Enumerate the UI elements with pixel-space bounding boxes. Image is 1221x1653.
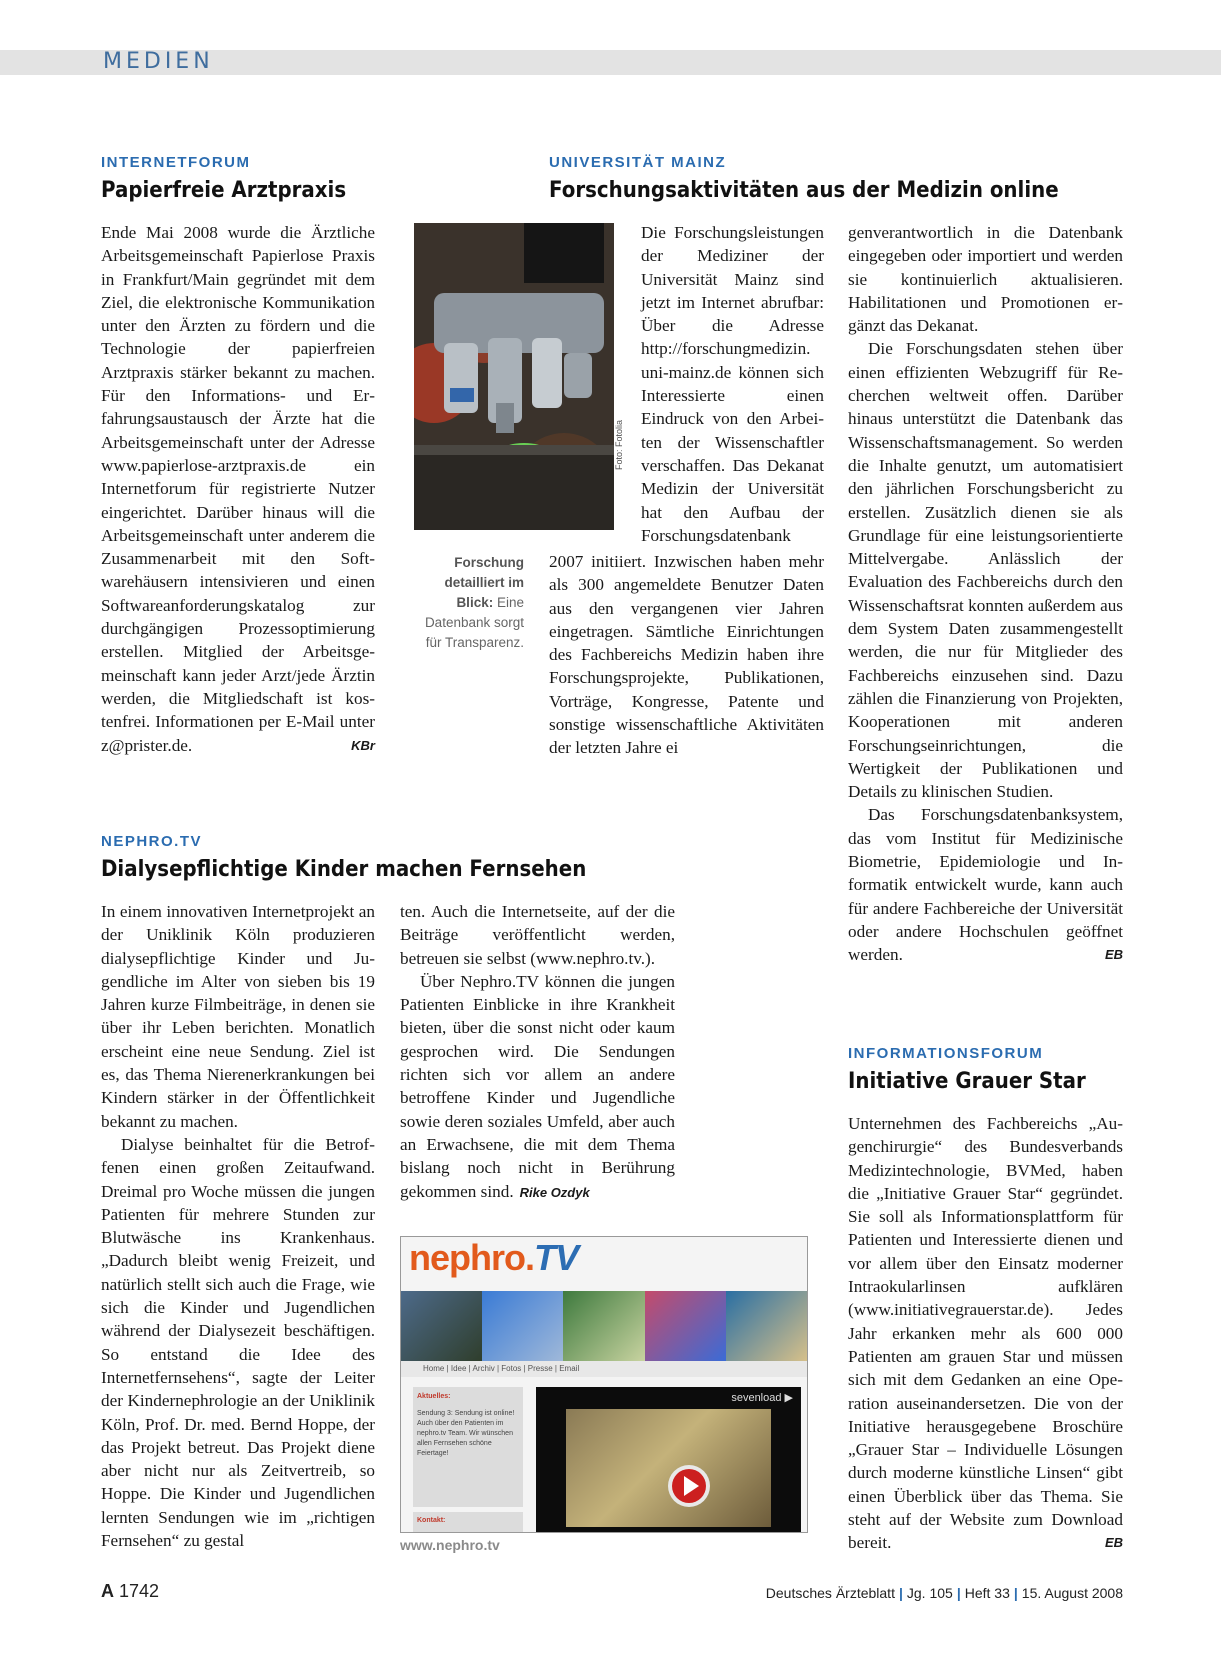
article3-col2 — [400, 900, 675, 1204]
article2-text-b: 2007 initiiert. Inzwischen haben mehr als 300 angemeldete Benutzer Daten aus den vergangenen vier Jahren eingetragen. Sämtliche Einrichtungen des Fachbereichs Medizin haben ihre Forschungsprojekte, Publikationen, Vorträge, Kongresse, Patente und sonstige wissenschaftliche Aktivitäten der letzten Jahre ei — [549, 552, 824, 758]
journal-footer: Deutsches Ärzteblatt | Jg. 105 | Heft 33 | 15. August 2008 — [765, 1585, 1123, 1601]
journal-issue: Heft 33 — [964, 1585, 1010, 1601]
video-frame — [566, 1409, 771, 1527]
sidebar-title: Aktuelles: — [417, 1393, 451, 1400]
journal-name: Deutsches Ärzteblatt — [765, 1585, 895, 1601]
sidebar-text: Sendung 3: Sendung ist online! Auch über den Patienten im nephro.tv Team. Wir wünschen allen Fernsehen schöne Feiertage! — [417, 1410, 515, 1457]
article3-text-c: ten. Auch die Internetseite, auf der die Beiträge veröffentlicht werden, betreuen sie selbst (www.nephro.tv.). — [400, 902, 675, 968]
video-player — [536, 1387, 801, 1532]
article3-text-b: Dialyse beinhaltet für die Betroffenen einen großen Zeitaufwand. Dreimal pro Woche müssen die jungen Patienten für mehrere Stunden zur Blutwäsche ins Krankenhaus. „Dadurch bleibt wenig Freizeit, und natürlich stellt sich auch die Frage, wie sich die Kinder und Jugendlichen während der Dialysezeit beschäftigen. So entstand die Idee des Internetfernsehens“, sagte der Leiter der Kindernephrologie an der Uniklinik Köln, Prof. Dr. med. Bernd Hoppe, der das Projekt betreut. Das Projekt diene aber nicht nur als Zeitvertreib, so Hoppe. Die Kinder und Jugendlichen lernten Sendungen wie im „richtigen Fernsehen“ zu gestal — [101, 1134, 375, 1551]
article2-text-d: Die Forschungsdaten stehen über einen effizienten Webzugriff für Recherchen weltweit offen. Darüber hinaus unterstützt die Datenbank das Wissenschaftsmanagement. So werden die Inhalte genutzt, um automatisiert den jährlichen Forschungsbericht zu erstellen. Zusätzlich dienen sie als Grundlage für eine leistungsorientierte Mittelvergabe. Anlässlich der Evaluation des Fachbereichs durch den Wissenschaftsrat konnten außerdem aus dem System Daten zusammengestellt werden, die nur für Mitglieder des Fachbereichs einzusehen sind. Dazu zählen die Finanzierung von Projekten, Kooperationen mit anderen Forschungseinrichtungen, die Wertigkeit der Publikationen und Details zu klinischen Studien. — [848, 339, 1123, 802]
site-nav: Home | Idee | Archiv | Fotos | Presse | Email — [401, 1361, 808, 1377]
article2-title: Forschungsaktivitäten aus der Medizin online — [549, 178, 1059, 203]
photo-credit: Foto: Fotolia — [614, 419, 624, 470]
article2-kicker: UNIVERSITÄT MAINZ — [549, 154, 727, 171]
article1-author: KBr — [351, 737, 375, 753]
article4-author: EB — [1104, 1535, 1123, 1551]
nephro-screenshot — [400, 1236, 808, 1533]
article2-text-e: Das Forschungsdatenbanksystem, das vom Institut für Medizinische Biometrie, Epidemiologie und Informatik entwickelt wurde, kann auch für andere Fachbereiche der Universität oder andere Hochschulen geöffnet werden. EB — [848, 803, 1123, 966]
microscope-illustration — [414, 223, 614, 530]
article1-text: Ende Mai 2008 wurde die Ärztliche Arbeitsgemeinschaft Papierlose Praxis in Frankfurt/Main gegründet mit dem Ziel, die elektronische Kommunikation unter den Ärzten zu fördern und die Technologie der papierfreien Arztpraxis stärker bekannt zu machen. Für den Informations- und Erfahrungsaustausch der Ärzte hat die Arbeitsgemeinschaft unter der Adresse www.papierlose-arztpraxis.de ein Internetforum für registrierte Nutzer eingerichtet. Darüber hinaus will die Arbeitsgemeinschaft unter anderem die Zusammenarbeit mit den Softwarehäusern intensivieren und einen Softwareanforderungskatalog zur durchgängigen Prozessoptimierung erstellen. Mitglied der Arbeitsgemeinschaft kann jeder Arzt/jede Ärztin werden, die Mitgliedschaft ist kostenfrei. Informationen per E-Mail unter z@prister.de. KBr — [101, 221, 375, 757]
microscope-photo — [414, 223, 614, 530]
caption-bold: Forschung detailliert im Blick: — [444, 555, 524, 610]
article4-text: Unternehmen des Fachbereichs „Augenchirurgie“ des Bundesverbands Medizintechnologie, BVMed, haben die „Initiative Grauer Star“ gegründet. Sie soll als Informationsplattform für Patienten und Interessierte dienen und vor allem über den Einsatz moderner Intraokularlinsen aufklären (www.initiativegrauerstar.de). Jedes Jahr erkanken mehr als 600 000 Patienten am grauen Star und müssen sich mit dem Gedanken an eine Operation auseinandersetzen. Die von der Initiative herausgegebene Broschüre „Grauer Star – Individuelle Lösungen durch moderne künstliche Linsen“ gibt einen Überblick über das Thema. Sie steht auf der Website zum Download bereit. EB — [848, 1112, 1123, 1555]
article3-author: Rike Ozdyk — [519, 1184, 590, 1200]
page-number: A 1742 — [101, 1581, 160, 1601]
journal-date: 15. August 2008 — [1021, 1585, 1123, 1601]
section-label: MEDIEN — [103, 49, 214, 74]
article1-body — [101, 221, 375, 757]
article2-col2 — [848, 221, 1123, 967]
article2-col1-bottom — [549, 550, 824, 760]
article3-title: Dialysepflichtige Kinder machen Fernsehen — [101, 857, 587, 882]
caption-text: Eine Datenbank sorgt für Transparenz. — [424, 595, 524, 650]
article1-title: Papierfreie Arztpraxis — [101, 178, 347, 203]
article3-text-d: Über Nephro.TV können die jungen Patienten Einblicke in ihre Krankheit bieten, über die sonst nicht oder kaum gesprochen wird. Die Sendungen richten sich vor allem an andere betroffene Kinder und Jugendliche sowie deren soziales Umfeld, aber auch an Erwachsene, die mit dem Thema bislang noch nicht in Berührung gekommen sind. Rike Ozdyk — [400, 971, 675, 1201]
play-triangle-icon — [684, 1476, 699, 1496]
article4-kicker: INFORMATIONSFORUM — [848, 1045, 1044, 1062]
article2-text-c: genverantwortlich in die Datenbank eingegeben oder importiert und werden sie kontinuierlich aktualisieren. Habilitationen und Promotionen ergänzt das Dekanat. — [848, 223, 1123, 336]
article1-kicker: INTERNETFORUM — [101, 154, 251, 171]
journal-volume: Jg. 105 — [906, 1585, 953, 1601]
article2-col1-top — [641, 221, 824, 547]
photo-caption — [414, 553, 524, 653]
article3-kicker: NEPHRO.TV — [101, 833, 203, 850]
video-brand: sevenload ▶ — [731, 1392, 793, 1404]
screenshot-url: www.nephro.tv — [400, 1537, 500, 1553]
nephro-logo: nephro.TV — [409, 1237, 579, 1278]
article3-text-a: In einem innovativen Internetprojekt an der Uniklinik Köln produzieren dialysepflichtige Kinder und Jugendliche im Alter von sieben bis 19 Jahren kurze Filmbeiträge, in denen sie über ihr Leben berichten. Monatlich erscheint eine neue Sendung. Ziel ist es, das Thema Nierenerkrankungen bei Kindern stärker in der Öffentlichkeit bekannt zu machen. — [101, 902, 375, 1131]
article3-col1 — [101, 900, 375, 1552]
article2-text-a: Die Forschungsleistungen der Mediziner der Universität Mainz sind jetzt im Internet abrufbar: Über die Adresse http://forschungmedizin. uni-mainz.de können sich Interessierte einen Eindruck von den Arbeiten der Wissenschaftler verschaffen. Das Dekanat Medizin der Universität hat den Aufbau der Forschungsdatenbank — [641, 223, 824, 545]
article2-author: EB — [1104, 947, 1123, 963]
article4-body — [848, 1112, 1123, 1555]
site-contact: Kontakt: — [413, 1512, 523, 1532]
site-sidebar — [413, 1387, 523, 1507]
photo-strip — [401, 1291, 807, 1361]
article4-title: Initiative Grauer Star — [848, 1069, 1086, 1094]
